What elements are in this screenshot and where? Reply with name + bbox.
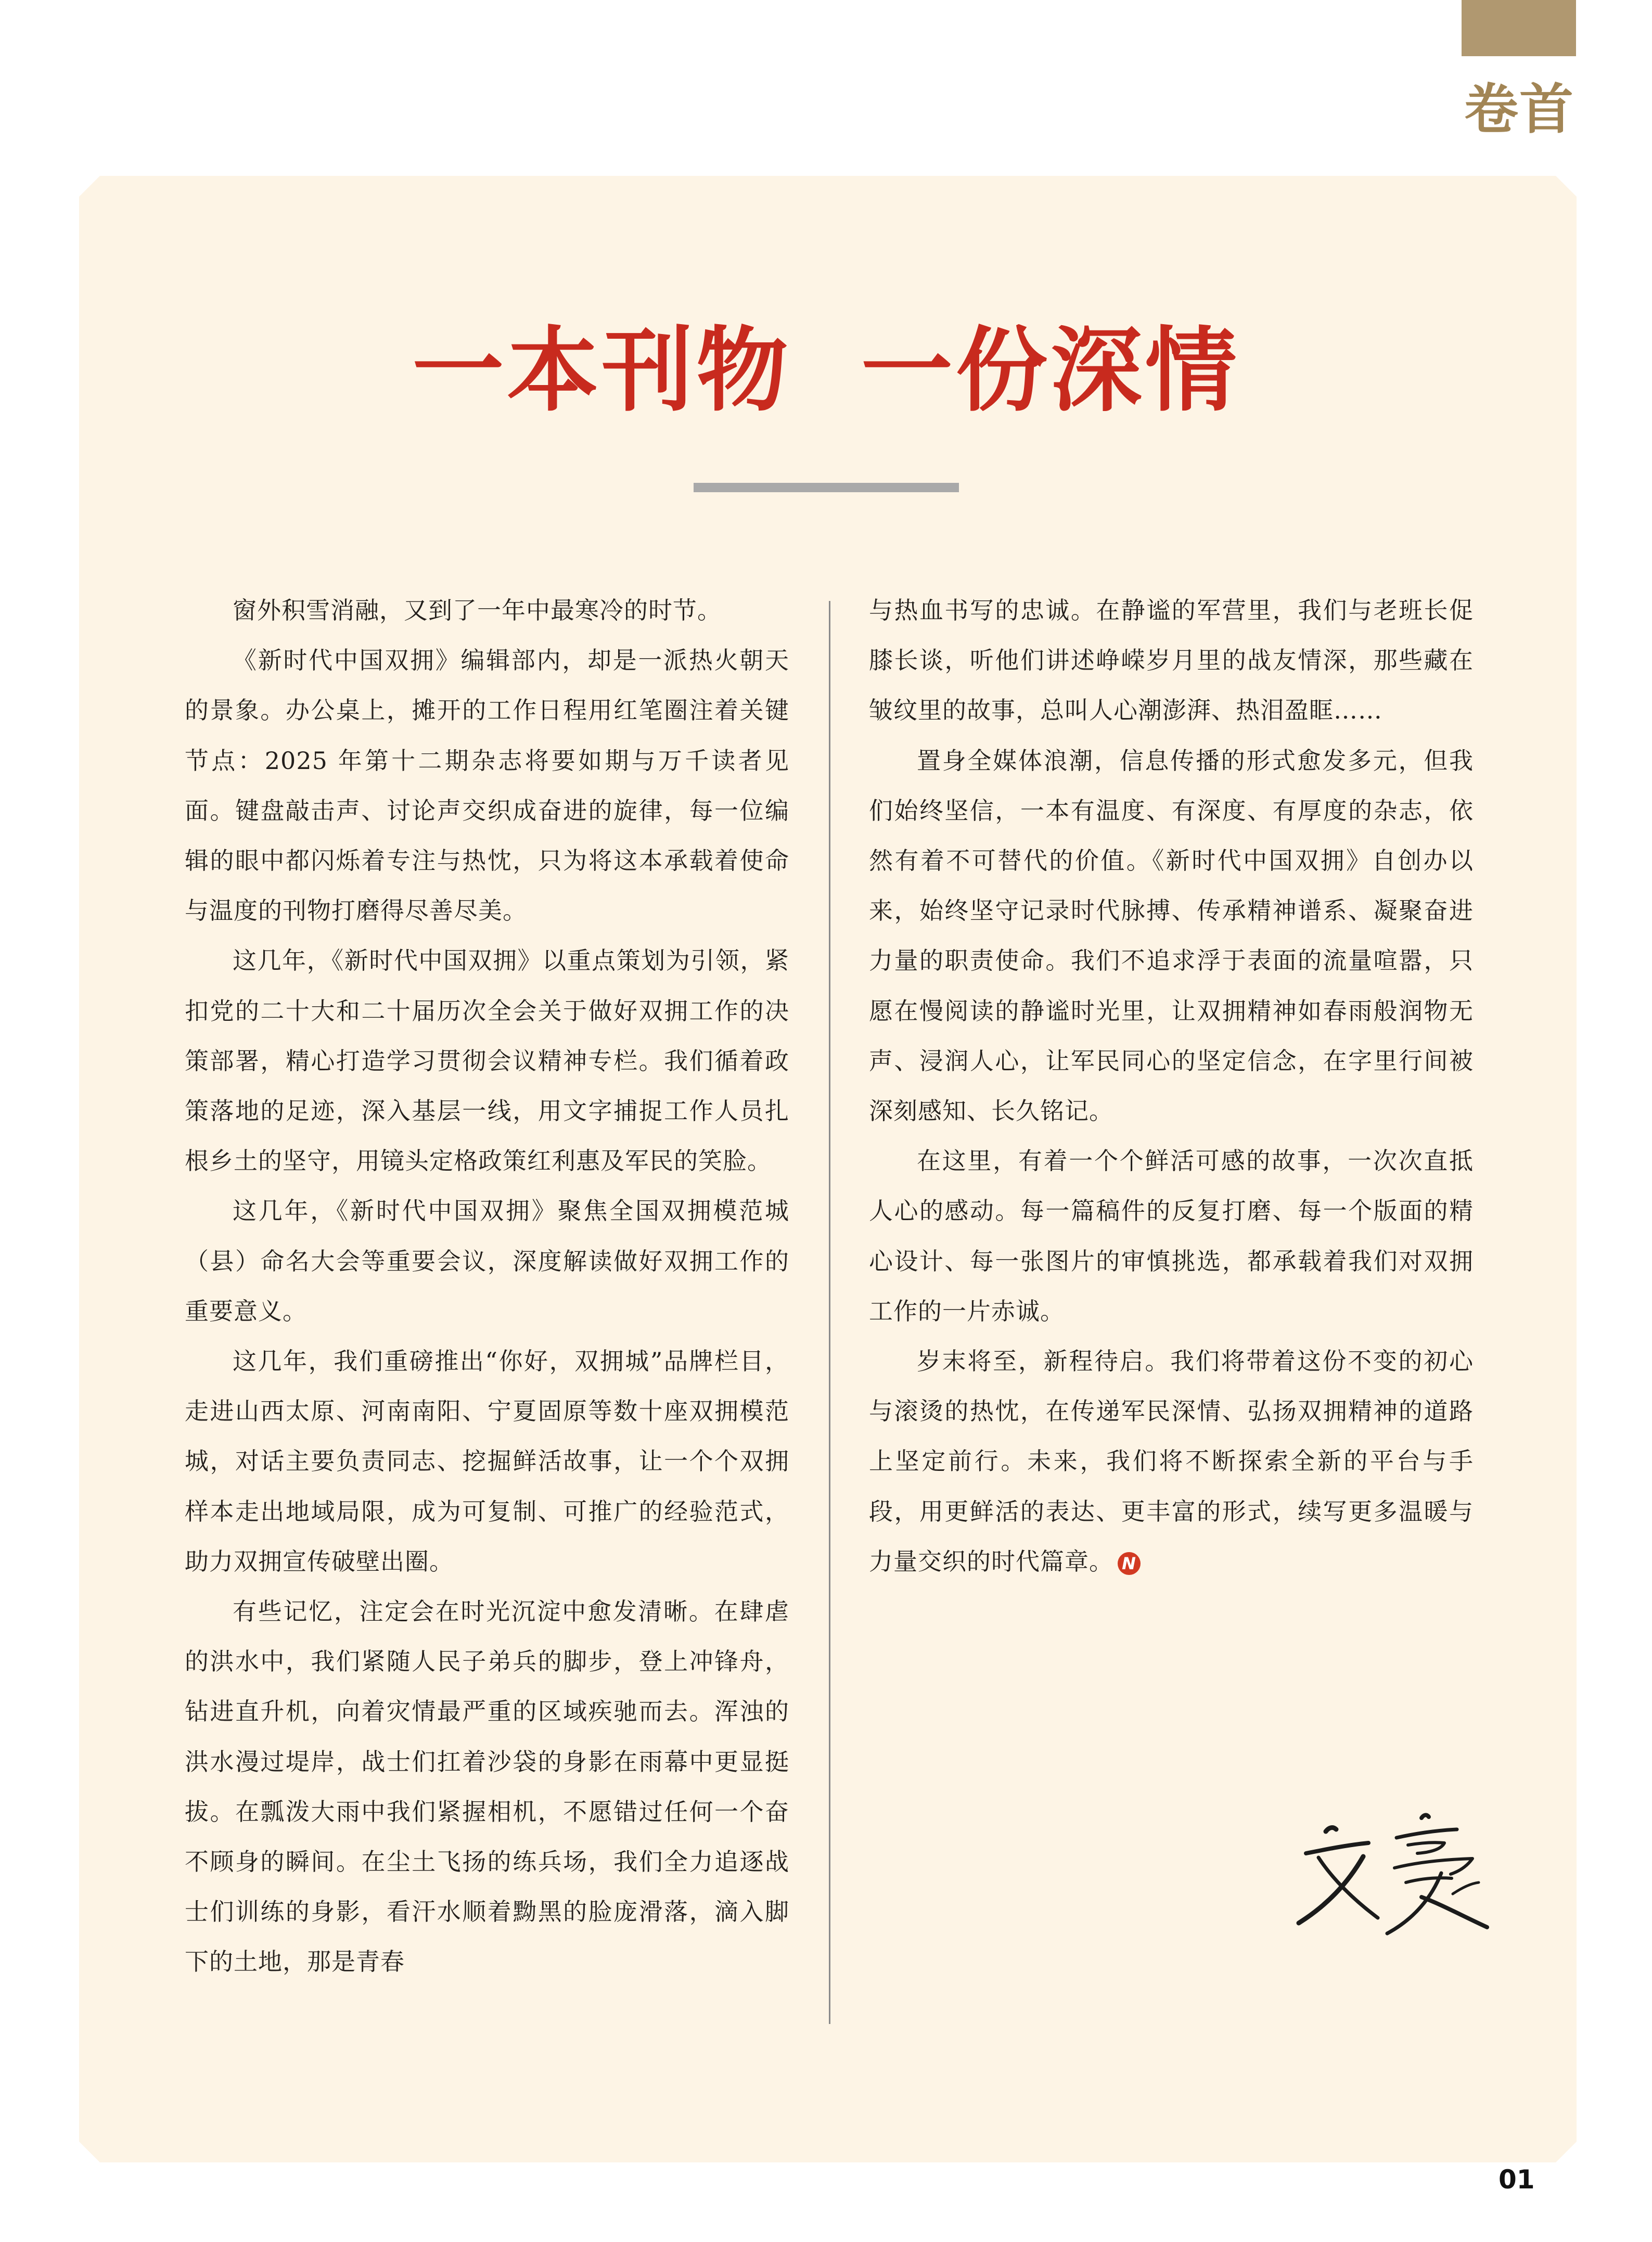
end-mark-icon: N	[1118, 1552, 1141, 1575]
page-number: 01	[1499, 2164, 1535, 2195]
article-title: 一本刊物 一份深情	[412, 316, 1240, 424]
paragraph-continuation: 与热血书写的忠诚。在静谧的军营里，我们与老班长促膝长谈，听他们讲述峥嵘岁月里的战友情深，那些藏在皱纹里的故事，总叫人心潮澎湃、热泪盈眶……	[869, 596, 1474, 725]
paragraph: 这几年，《新时代中国双拥》聚焦全国双拥模范城（县）命名大会等重要会议，深度解读做好双拥工作的重要意义。	[185, 1197, 789, 1325]
paragraph: 这几年，我们重磅推出“你好，双拥城”品牌栏目，走进山西太原、河南南阳、宁夏固原等数十座双拥模范城，对话主要负责同志、挖掘鲜活故事，让一个个双拥样本走出地域局限，成为可复制、可推广的经验范式，助力双拥宣传破壁出圈。	[185, 1347, 789, 1575]
column-divider	[829, 601, 830, 2024]
section-tab	[1462, 0, 1576, 56]
paragraph: 有些记忆，注定会在时光沉淀中愈发清晰。在肆虐的洪水中，我们紧随人民子弟兵的脚步，登上冲锋舟，钻进直升机，向着灾情最严重的区域疾驰而去。浑浊的洪水漫过堤岸，战士们扛着沙袋的身影在雨幕中更显挺拔。在瓢泼大雨中我们紧握相机，不愿错过任何一个奋不顾身的瞬间。在尘土飞扬的练兵场，我们全力追逐战士们训练的身影，看汗水顺着黝黑的脸庞滑落，滴入脚下的土地，那是青春	[185, 1597, 789, 1976]
author-signature	[1285, 1795, 1504, 1951]
closing-paragraph	[869, 1336, 1474, 1586]
left-column	[185, 585, 789, 1987]
closing-text: 岁末将至，新程待启。我们将带着这份不变的初心与滚烫的热忱，在传递军民深情、弘扬双拥精神的道路上坚定前行。未来，我们将不断探索全新的平台与手段，用更鲜活的表达、更丰富的形式，续写更多温暖与力量交织的时代篇章。	[869, 1347, 1474, 1575]
right-column	[869, 585, 1474, 1586]
paragraph: 这几年，《新时代中国双拥》以重点策划为引领，紧扣党的二十大和二十届历次全会关于做好双拥工作的决策部署，精心打造学习贯彻会议精神专栏。我们循着政策落地的足迹，深入基层一线，用文字捕捉工作人员扎根乡土的坚守，用镜头定格政策红利惠及军民的笑脸。	[185, 946, 789, 1175]
paragraph: 《新时代中国双拥》编辑部内，却是一派热火朝天的景象。办公桌上，摊开的工作日程用红笔圈注着关键节点：2025 年第十二期杂志将要如期与万千读者见面。键盘敲击声、讨论声交织成奋进的旋律，每一位编辑的眼中都闪烁着专注与热忱，只为将这本承载着使命与温度的刊物打磨得尽善尽美。	[185, 646, 789, 925]
paragraph: 窗外积雪消融，又到了一年中最寒冷的时节。	[233, 596, 722, 624]
paragraph: 在这里，有着一个个鲜活可感的故事，一次次直抵人心的感动。每一篇稿件的反复打磨、每一个版面的精心设计、每一张图片的审慎挑选，都承载着我们对双拥工作的一片赤诚。	[869, 1147, 1474, 1325]
title-divider	[694, 483, 959, 492]
paragraph: 置身全媒体浪潮，信息传播的形式愈发多元，但我们始终坚信，一本有温度、有深度、有厚度的杂志，依然有着不可替代的价值。《新时代中国双拥》自创办以来，始终坚守记录时代脉搏、传承精神谱系、凝聚奋进力量的职责使命。我们不追求浮于表面的流量喧嚣，只愿在慢阅读的静谧时光里，让双拥精神如春雨般润物无声、浸润人心，让军民同心的坚定信念，在字里行间被深刻感知、长久铭记。	[869, 746, 1474, 1125]
section-label: 卷首	[1464, 78, 1574, 141]
